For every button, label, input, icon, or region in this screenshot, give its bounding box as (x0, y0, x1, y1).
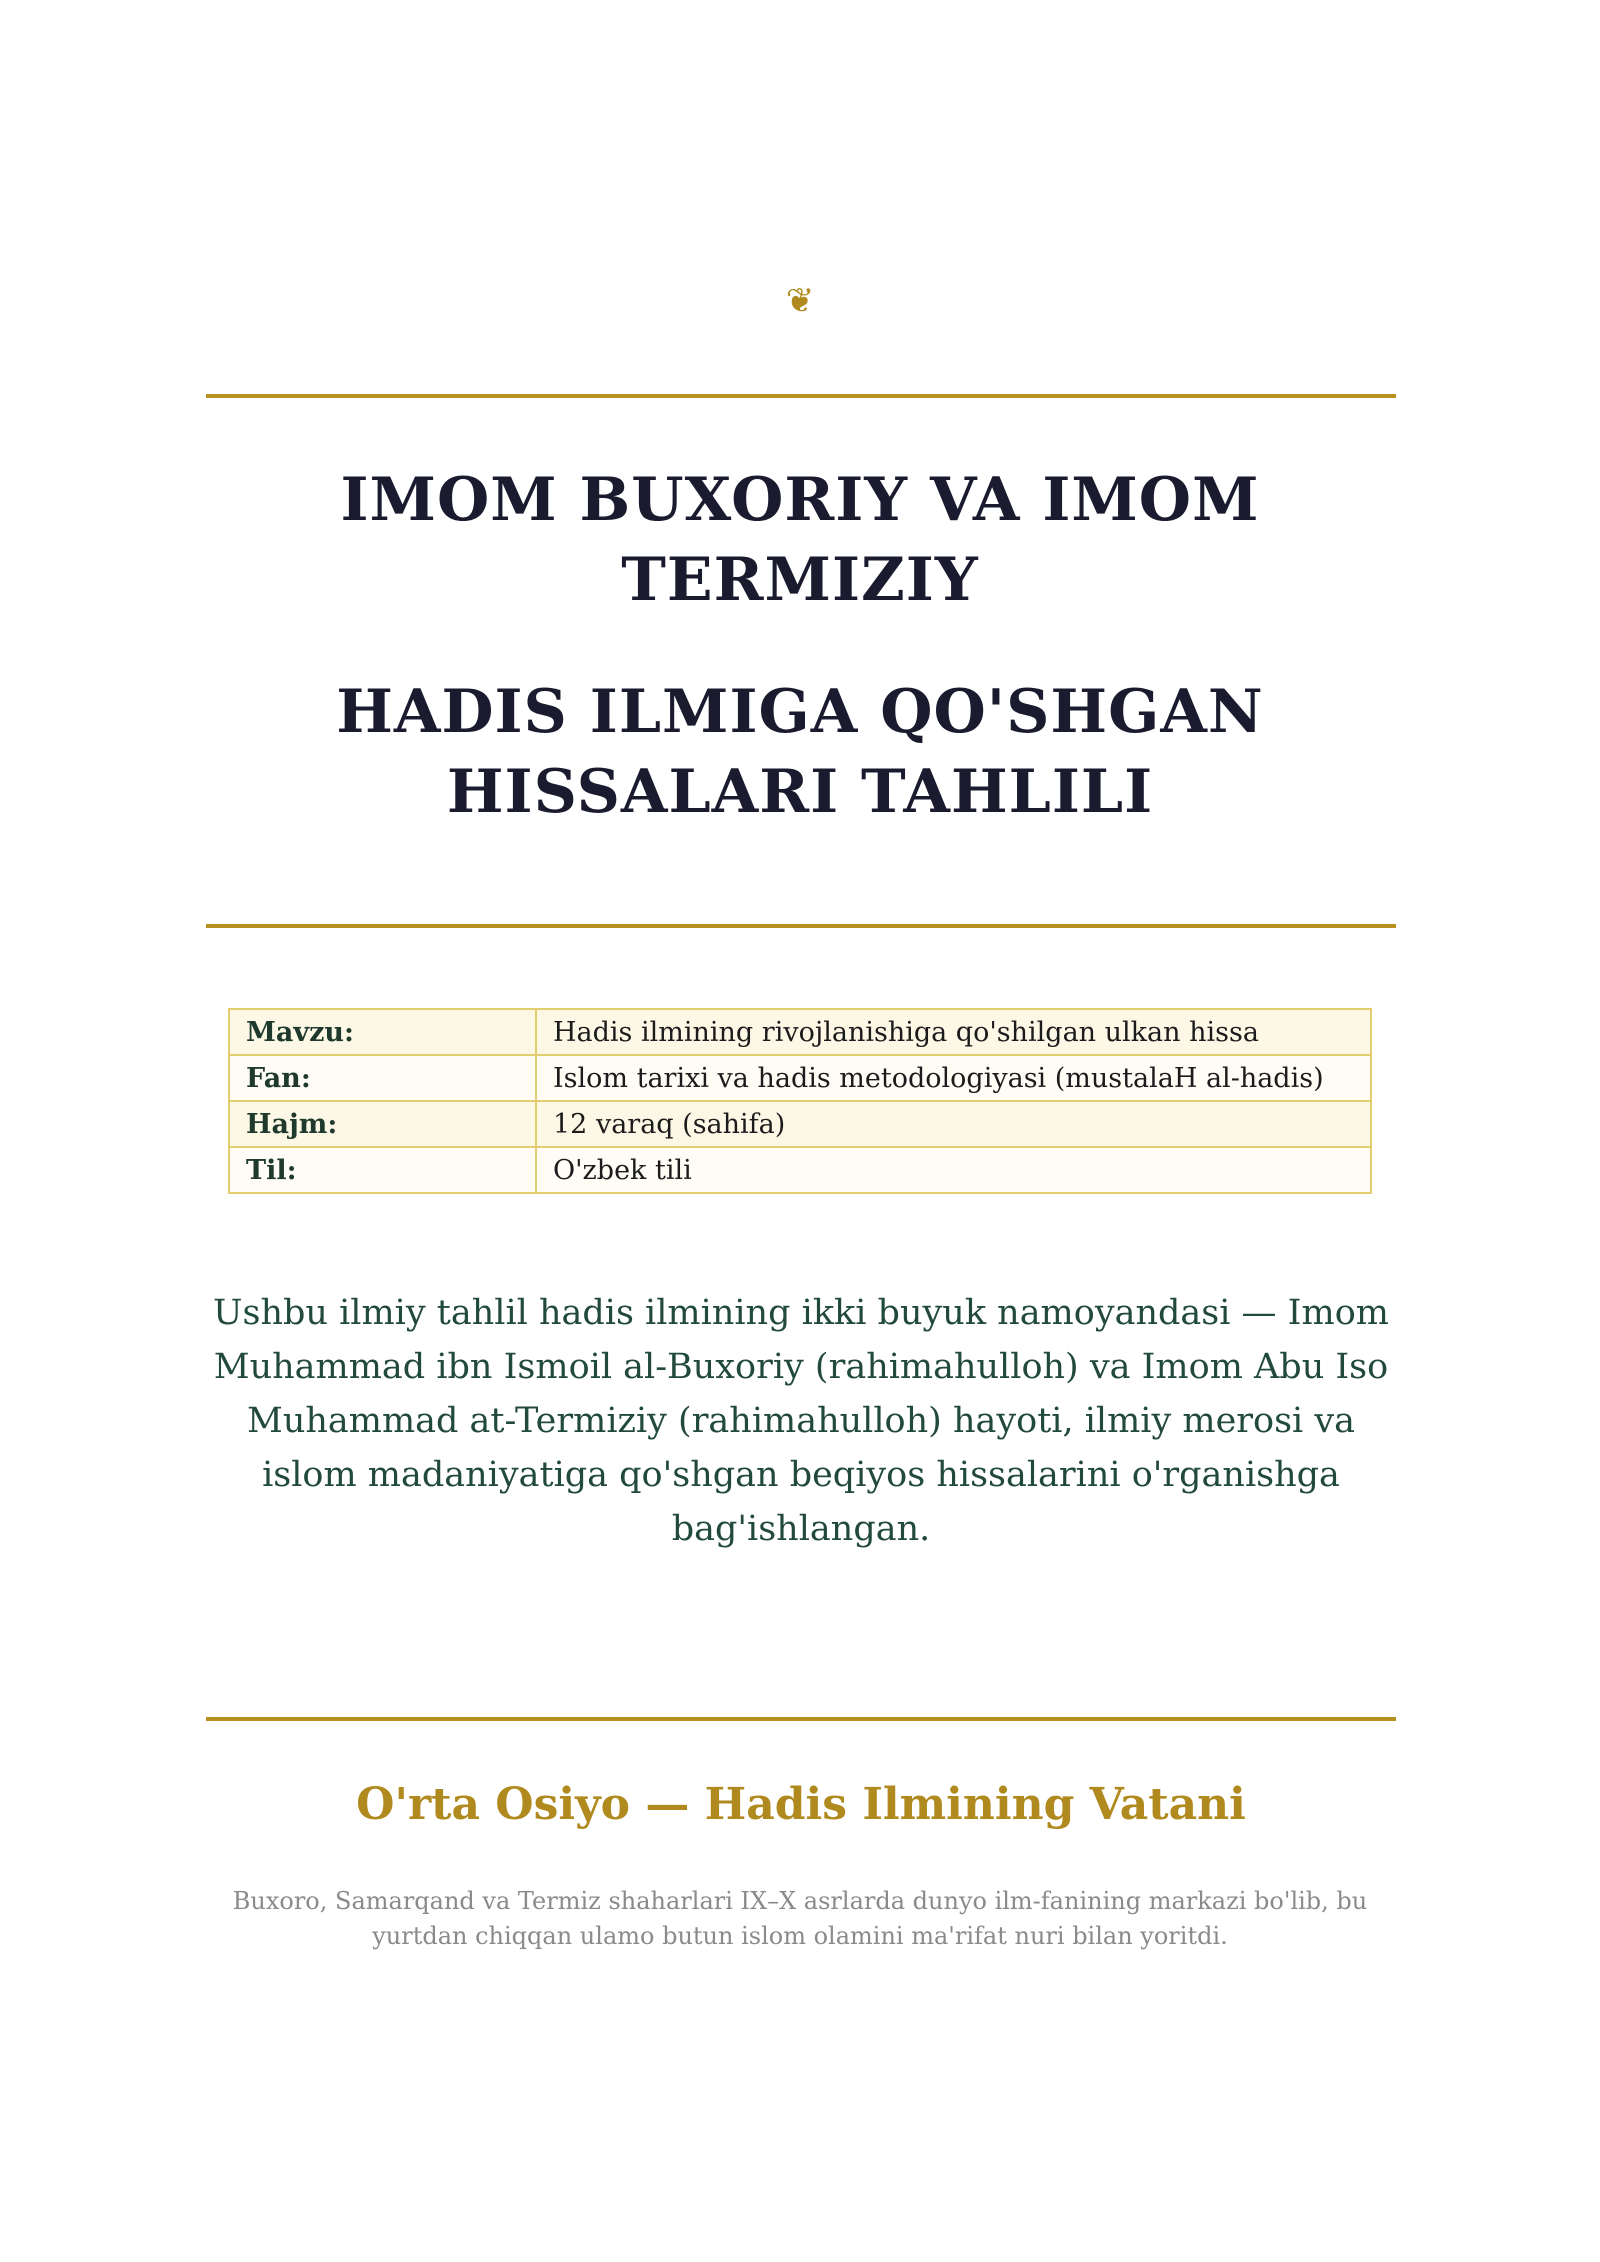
info-value: 12 varaq (sahifa) (536, 1101, 1371, 1147)
info-row-til (229, 1147, 1371, 1193)
info-value: Islom tarixi va hadis metodologiyasi (mustalaH al-hadis) (536, 1055, 1371, 1101)
section-title: O'rta Osiyo — Hadis Ilmining Vatani (356, 1779, 1246, 1830)
abstract-text: Ushbu ilmiy tahlil hadis ilmining ikki buyuk namoyandasi — Imom Muhammad ibn Ismoil al-Buxoriy (rahimahulloh) va Imom Abu Iso Muhammad at-Termiziy (rahimahulloh) hayoti, ilmiy merosi va islom madaniyatiga qo'shgan beqiyos hissalarini o'rganishga bag'ishlangan. (213, 1293, 1389, 1549)
info-label: Fan: (229, 1055, 536, 1101)
section-divider (206, 1717, 1396, 1721)
sub-title: HADIS ILMIGA QO'SHGAN HISSALARI TAHLILI (336, 677, 1264, 827)
top-divider (206, 394, 1396, 398)
main-title: IMOM BUXORIY VA IMOM TERMIZIY (340, 465, 1260, 615)
info-label: Hajm: (229, 1101, 536, 1147)
floral-ornament-icon: ❦ (785, 281, 815, 321)
title-divider (206, 924, 1396, 928)
section-text: Buxoro, Samarqand va Termiz shaharlari IX–X asrlarda dunyo ilm-fanining markazi bo'lib, bu yurtdan chiqqan ulamo butun islom olamini ma'rifat nuri bilan yoritdi. (232, 1887, 1368, 1950)
info-value: O'zbek tili (536, 1147, 1371, 1193)
info-row-fan (229, 1055, 1371, 1101)
info-table (228, 1008, 1372, 1194)
info-label: Mavzu: (229, 1009, 536, 1055)
info-label: Til: (229, 1147, 536, 1193)
info-row-hajm (229, 1101, 1371, 1147)
info-value: Hadis ilmining rivojlanishiga qo'shilgan ulkan hissa (536, 1009, 1371, 1055)
info-row-mavzu (229, 1009, 1371, 1055)
